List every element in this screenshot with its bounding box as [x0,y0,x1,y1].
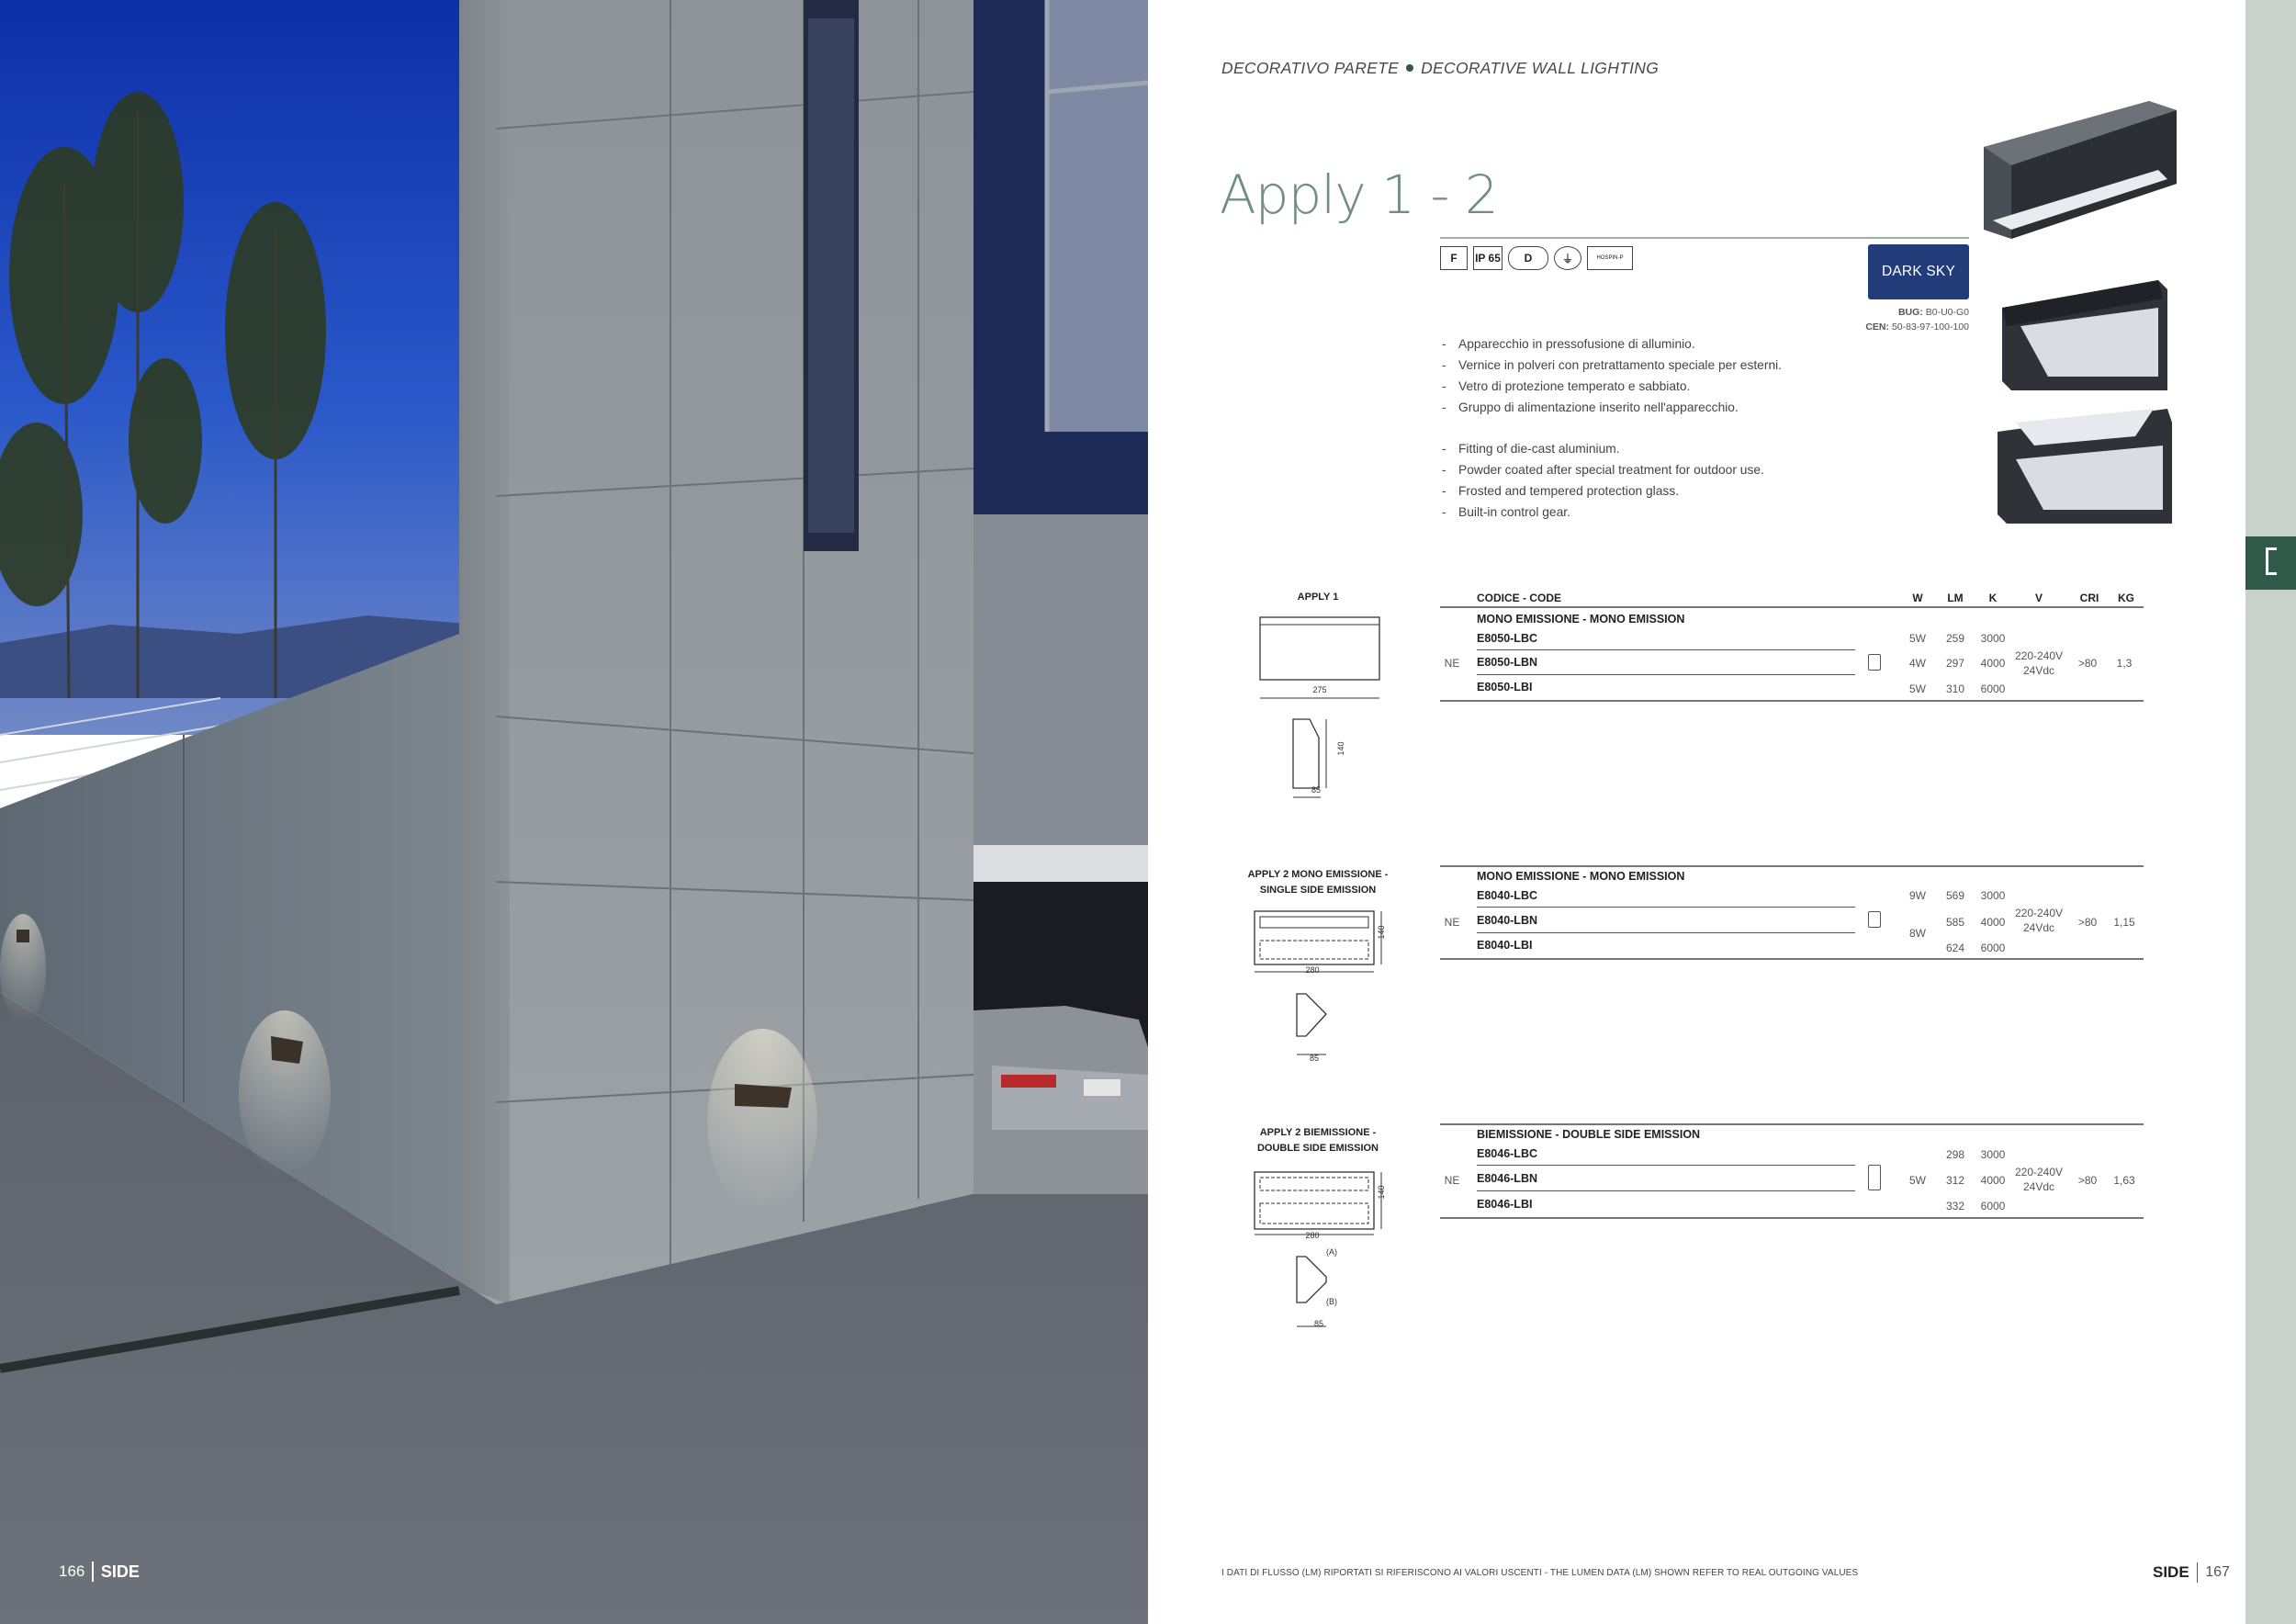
folio-divider [92,1562,94,1582]
row-divider [1477,1165,1855,1166]
product-title: Apply 1 - 2 [1220,164,1498,226]
lumen-footnote: I DATI DI FLUSSO (LM) RIPORTATI SI RIFERISCONO AI VALORI USCENTI - THE LUMEN DATA (LM) SHOWN REFER TO REAL OUTGOING VALUES [1221,1568,1859,1578]
cri-apply2-single: >80 [2077,916,2098,929]
w-e8040-lbc: 9W [1909,889,1926,902]
k-e8050-lbc: 3000 [1980,632,2006,645]
code-e8046-lbi: E8046-LBI [1477,1198,1533,1211]
lm-e8046-lbi: 332 [1945,1200,1965,1212]
bullet-it-1: - Apparecchio in pressofusione di alluminio. [1442,333,1782,355]
row-divider [1477,649,1855,650]
k-e8040-lbi: 6000 [1980,942,2006,954]
product-render-apply2-single [1993,271,2177,404]
k-e8046-lbc: 3000 [1980,1148,2006,1161]
col-header-kg: KG [2118,592,2134,604]
dim-height-apply2-double: 140 [1377,1185,1386,1200]
code-e8040-lbn: E8040-LBN [1477,914,1537,927]
cri-apply1: >80 [2077,657,2098,670]
dim-width-apply2-double: 280 [1305,1231,1320,1240]
cen-rating [1800,321,1969,333]
table-rule [1440,1217,2144,1219]
col-header-k: K [1988,592,1998,604]
bug-label: BUG: [1897,307,1923,318]
group-title-apply2-single: MONO EMISSIONE - MONO EMISSION [1477,870,1685,883]
bug-rating [1828,307,1969,318]
code-e8050-lbc: E8050-LBC [1477,632,1537,645]
drawing-apply1 [1256,614,1385,806]
table-rule [1440,606,2144,608]
section-side-strip [2245,0,2296,1624]
w-e8040-merged: 8W [1909,927,1926,940]
folio-divider [2197,1562,2199,1583]
w-e8050-lbn: 4W [1909,657,1926,670]
drawing-apply2-double [1251,1167,1389,1336]
kicker-it: DECORATIVO PARETE [1221,59,1400,77]
left-section-label: SIDE [100,1562,140,1581]
lm-e8050-lbc: 259 [1945,632,1965,645]
dim-width-apply1: 275 [1312,685,1327,694]
kicker-dot-icon [1406,64,1413,72]
right-folio [2153,1562,2230,1583]
kg-apply2-single: 1,15 [2113,916,2135,929]
ip65-icon: IP 65 [1473,246,1503,270]
product-label-apply1: APPLY 1 [1297,592,1339,603]
dim-height-apply1: 140 [1336,741,1345,756]
dim-width-apply2-single: 280 [1305,965,1320,975]
row-divider [1477,907,1855,908]
k-e8046-lbi: 6000 [1980,1200,2006,1212]
k-e8050-lbn: 4000 [1980,657,2006,670]
code-e8046-lbn: E8046-LBN [1477,1172,1537,1185]
table-rule [1440,700,2144,702]
group-title-apply1: MONO EMISSIONE - MONO EMISSION [1477,613,1685,626]
lm-e8050-lbn: 297 [1945,657,1965,670]
bullet-it-4: - Gruppo di alimentazione inserito nell'apparecchio. [1442,397,1782,418]
col-header-code: CODICE - CODE [1477,592,1562,604]
title-rule [1440,237,1969,239]
code-e8040-lbi: E8040-LBI [1477,939,1533,952]
dim-depth-apply2-single: 85 [1309,1054,1319,1063]
color-apply2-double: NE [1444,1174,1460,1187]
description-italian [1442,333,1782,418]
bug-value: B0-U0-G0 [1925,307,1969,318]
dim-depth-apply1: 85 [1311,785,1321,795]
row-divider [1477,932,1855,933]
cen-value: 50-83-97-100-100 [1891,321,1969,333]
table-rule [1440,958,2144,960]
product-label-apply2-single: APPLY 2 MONO EMISSIONE - SINGLE SIDE EMISSION [1247,869,1389,896]
bullet-it-2: - Vernice in polveri con pretrattamento speciale per esterni. [1442,355,1782,376]
bullet-en-2: - Powder coated after special treatment for outdoor use. [1442,459,1764,480]
bullet-en-1: - Fitting of die-cast aluminium. [1442,438,1764,459]
dim-a-label: (A) [1326,1247,1337,1257]
col-header-w: W [1912,592,1923,604]
lm-e8046-lbc: 298 [1945,1148,1965,1161]
certification-icons [1440,246,1633,270]
color-apply1: NE [1444,657,1460,670]
category-kicker [1221,59,1659,78]
bullet-en-3: - Frosted and tempered protection glass. [1442,480,1764,502]
col-header-v: V [2034,592,2043,604]
col-header-lm: LM [1947,592,1964,604]
table-rule [1440,865,2144,867]
kg-apply1: 1,3 [2116,657,2133,670]
lm-e8046-lbn: 312 [1945,1174,1965,1187]
product-render-apply1 [1975,92,2186,243]
row-divider [1477,674,1855,675]
voltage-apply2-single: 220-240V 24Vdc [2014,907,2064,934]
product-render-apply2-double [1988,404,2181,537]
bullet-en-4: - Built-in control gear. [1442,502,1764,523]
left-folio [59,1562,140,1582]
drawing-apply2-single [1251,906,1389,1071]
voltage-apply2-double: 220-240V 24Vdc [2014,1166,2064,1193]
bullet-it-3: - Vetro di protezione temperato e sabbiato. [1442,376,1782,397]
dim-b-label: (B) [1326,1297,1337,1306]
right-page-number: 167 [2205,1564,2230,1580]
lm-e8040-lbc: 569 [1945,889,1965,902]
color-apply2-single: NE [1444,916,1460,929]
lamp-mount-double-icon [1868,1165,1881,1190]
voltage-apply1: 220-240V 24Vdc [2014,649,2064,677]
lm-e8040-lbi: 624 [1945,942,1965,954]
col-header-cri: CRI [2079,592,2099,604]
lm-e8050-lbi: 310 [1945,682,1965,695]
d-mark-icon: D [1508,246,1548,270]
code-e8046-lbc: E8046-LBC [1477,1147,1537,1160]
dim-height-apply2-single: 140 [1377,925,1386,940]
cri-apply2-double: >80 [2077,1174,2098,1187]
code-e8050-lbi: E8050-LBI [1477,681,1533,694]
lamp-mount-icon [1868,654,1881,671]
w-e8050-lbc: 5W [1909,632,1926,645]
hospin-icon: HOSPIN-P [1587,246,1633,270]
table-rule [1440,1123,2144,1125]
cen-label: CEN: [1865,321,1890,333]
kicker-en: DECORATIVE WALL LIGHTING [1421,59,1660,77]
earth-class-icon: ⏚ [1554,246,1581,270]
lm-e8040-lbn: 585 [1945,916,1965,929]
product-label-apply2-double: APPLY 2 BIEMISSIONE - DOUBLE SIDE EMISSION [1256,1127,1379,1154]
row-divider [1477,1190,1855,1191]
code-e8040-lbc: E8040-LBC [1477,889,1537,902]
code-e8050-lbn: E8050-LBN [1477,656,1537,669]
k-e8046-lbn: 4000 [1980,1174,2006,1187]
dim-depth-apply2-double: 85 [1313,1319,1323,1328]
description-english [1442,438,1764,523]
group-title-apply2-double: BIEMISSIONE - DOUBLE SIDE EMISSION [1477,1128,1701,1141]
f-mark-icon: F [1440,246,1468,270]
k-e8040-lbc: 3000 [1980,889,2006,902]
dark-sky-label: DARK SKY [1882,264,1955,279]
lamp-mount-icon [1868,911,1881,928]
left-page-number: 166 [59,1562,85,1580]
k-e8050-lbi: 6000 [1980,682,2006,695]
dark-sky-badge [1868,244,1969,299]
w-e8050-lbi: 5W [1909,682,1926,695]
k-e8040-lbn: 4000 [1980,916,2006,929]
right-section-label: SIDE [2153,1563,2189,1581]
kg-apply2-double: 1,63 [2113,1174,2135,1187]
section-tab-icon [2266,547,2277,575]
w-e8046-merged: 5W [1909,1174,1926,1187]
